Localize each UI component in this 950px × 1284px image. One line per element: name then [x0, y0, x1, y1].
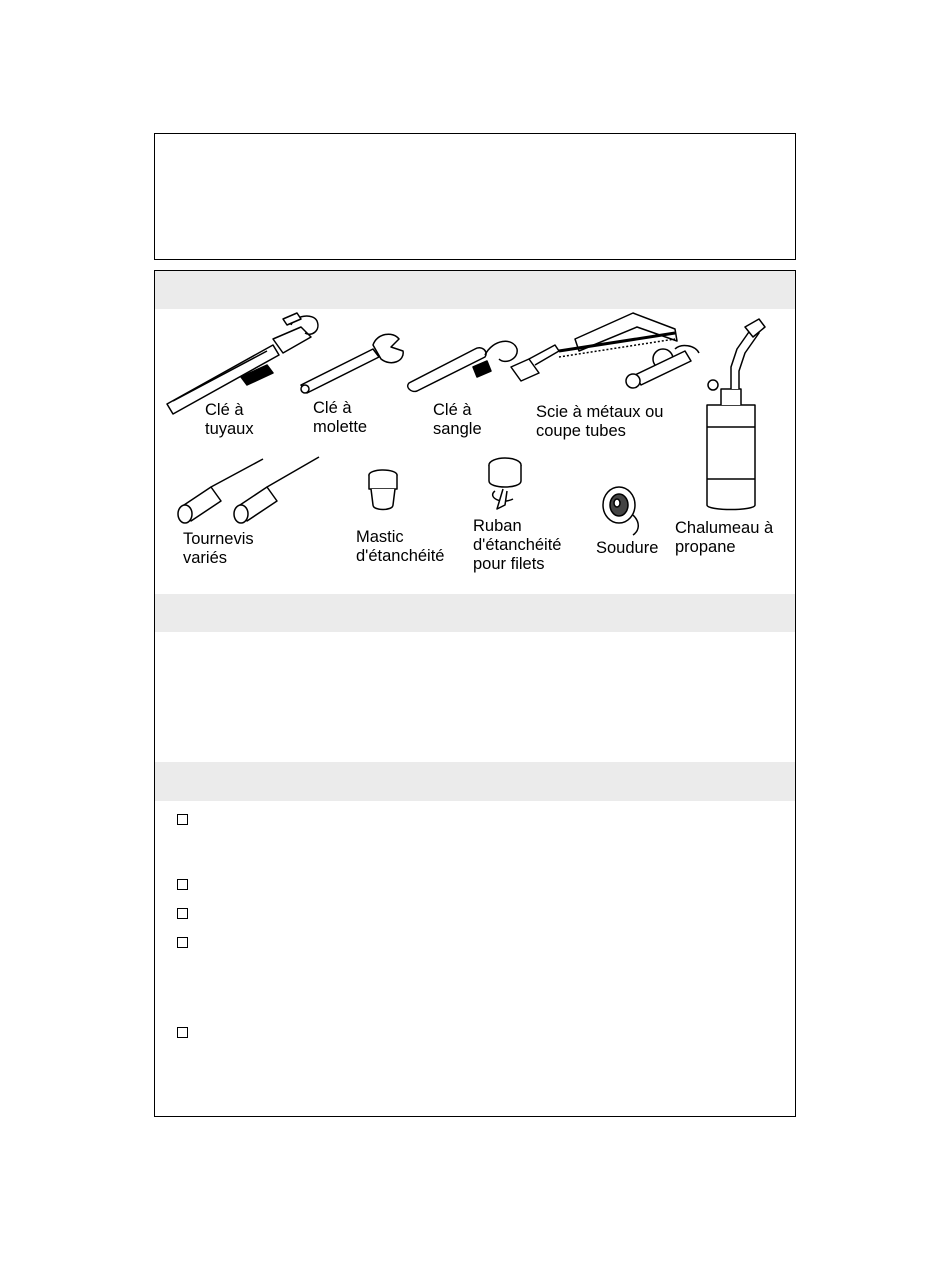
label-hacksaw-tube-cutter: Scie à métaux ou coupe tubes: [536, 403, 664, 440]
tools-section-header: [155, 271, 795, 309]
screwdrivers-icon: [178, 457, 319, 523]
thread-tape-icon: [489, 458, 521, 509]
label-thread-tape: Ruban d'étanchéité pour filets: [473, 517, 562, 573]
label-strap-wrench: Clé à sangle: [433, 401, 482, 438]
sealant-jar-icon: [369, 470, 397, 510]
label-sealant: Mastic d'étanchéité: [356, 528, 445, 565]
solder-spool-icon: [603, 487, 638, 535]
section-2-header: [155, 594, 795, 632]
checklist-checkbox-2[interactable]: [177, 879, 188, 890]
main-content-box: [154, 270, 796, 1117]
intro-box: [154, 133, 796, 260]
label-screwdrivers: Tournevis variés: [183, 530, 254, 567]
label-adjustable-wrench: Clé à molette: [313, 399, 368, 436]
checklist-checkbox-5[interactable]: [177, 1027, 188, 1038]
pipe-wrench-icon: [167, 313, 318, 414]
label-solder: Soudure: [596, 539, 659, 557]
checklist-checkbox-1[interactable]: [177, 814, 188, 825]
checklist-checkbox-4[interactable]: [177, 937, 188, 948]
section-3-header: [155, 762, 795, 801]
label-pipe-wrench: Clé à tuyaux: [205, 401, 254, 438]
strap-wrench-icon: [408, 341, 517, 391]
adjustable-wrench-icon: [301, 334, 403, 393]
checklist-checkbox-3[interactable]: [177, 908, 188, 919]
tube-cutter-icon: [626, 346, 699, 388]
propane-torch-icon: [707, 319, 765, 510]
label-propane-torch: Chalumeau à propane: [675, 519, 774, 556]
